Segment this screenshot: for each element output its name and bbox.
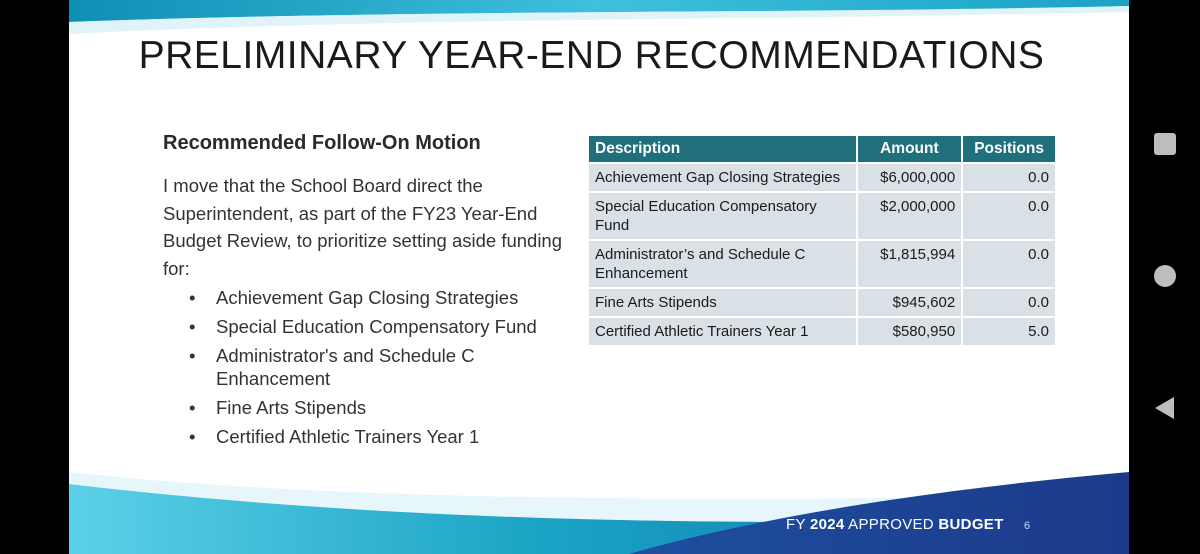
square-icon: [1151, 130, 1179, 158]
bullet-item: [189, 315, 569, 338]
bullet-item: [189, 396, 569, 419]
footer-prefix: FY: [786, 516, 810, 533]
bullet-dot-icon: •: [189, 426, 196, 447]
bullet-text: Certified Athletic Trainers Year 1: [216, 426, 480, 447]
bullet-item: [189, 425, 569, 448]
table-row: [589, 240, 1055, 288]
cell-description: Certified Athletic Trainers Year 1: [589, 317, 857, 345]
footer-suffix: BUDGET: [938, 516, 1004, 533]
slide-title: PRELIMINARY YEAR-END RECOMMENDATIONS: [138, 34, 1045, 77]
bottom-wave-decoration: [69, 454, 1129, 554]
table-row: [589, 163, 1055, 192]
bullet-item: [189, 286, 569, 309]
cell-amount: $2,000,000: [857, 192, 963, 240]
column-header-amount: Amount: [857, 136, 963, 163]
cell-positions: 0.0: [962, 288, 1055, 317]
home-button[interactable]: [1151, 262, 1179, 290]
column-header-description: Description: [589, 136, 857, 163]
motion-text: I move that the School Board direct the Superintendent, as part of the FY23 Year-End Budget Review, to prioritize setting aside funding for:: [163, 175, 563, 279]
budget-table: [589, 136, 1055, 345]
bullet-text: Fine Arts Stipends: [216, 397, 367, 418]
cell-positions: 5.0: [962, 317, 1055, 345]
bullet-text: Administrator's and Schedule C Enhancement: [216, 345, 475, 389]
android-navigation-bar: [1129, 0, 1200, 554]
funding-bullet-list: [189, 286, 569, 454]
table-row: [589, 288, 1055, 317]
bullet-text: Special Education Compensatory Fund: [216, 316, 537, 337]
bullet-dot-icon: •: [189, 287, 196, 308]
bullet-dot-icon: •: [189, 316, 196, 337]
column-header-positions: Positions: [962, 136, 1055, 163]
cell-amount: $580,950: [857, 317, 963, 345]
triangle-back-icon: [1151, 394, 1179, 422]
cell-description: Fine Arts Stipends: [589, 288, 857, 317]
bullet-dot-icon: •: [189, 345, 196, 366]
footer-budget-label: [786, 516, 1004, 533]
motion-heading: Recommended Follow-On Motion: [163, 132, 481, 154]
recents-button[interactable]: [1151, 130, 1179, 158]
cell-description: Special Education Compensatory Fund: [589, 192, 857, 240]
page-number: 6: [1024, 520, 1031, 532]
circle-icon: [1151, 262, 1179, 290]
table-row: [589, 192, 1055, 240]
cell-positions: 0.0: [962, 163, 1055, 192]
cell-description: Achievement Gap Closing Strategies: [589, 163, 857, 192]
back-button[interactable]: [1151, 394, 1179, 422]
cell-description: Administrator’s and Schedule C Enhancement: [589, 240, 857, 288]
table-header-row: [589, 136, 1055, 163]
cell-positions: 0.0: [962, 192, 1055, 240]
footer-middle: APPROVED: [844, 516, 939, 533]
bullet-dot-icon: •: [189, 397, 196, 418]
bullet-item: [189, 344, 569, 390]
cell-amount: $6,000,000: [857, 163, 963, 192]
bullet-text: Achievement Gap Closing Strategies: [216, 287, 519, 308]
cell-amount: $945,602: [857, 288, 963, 317]
cell-positions: 0.0: [962, 240, 1055, 288]
presentation-slide: [69, 0, 1129, 554]
footer-year: 2024: [809, 516, 845, 533]
table-row: [589, 317, 1055, 345]
cell-amount: $1,815,994: [857, 240, 963, 288]
